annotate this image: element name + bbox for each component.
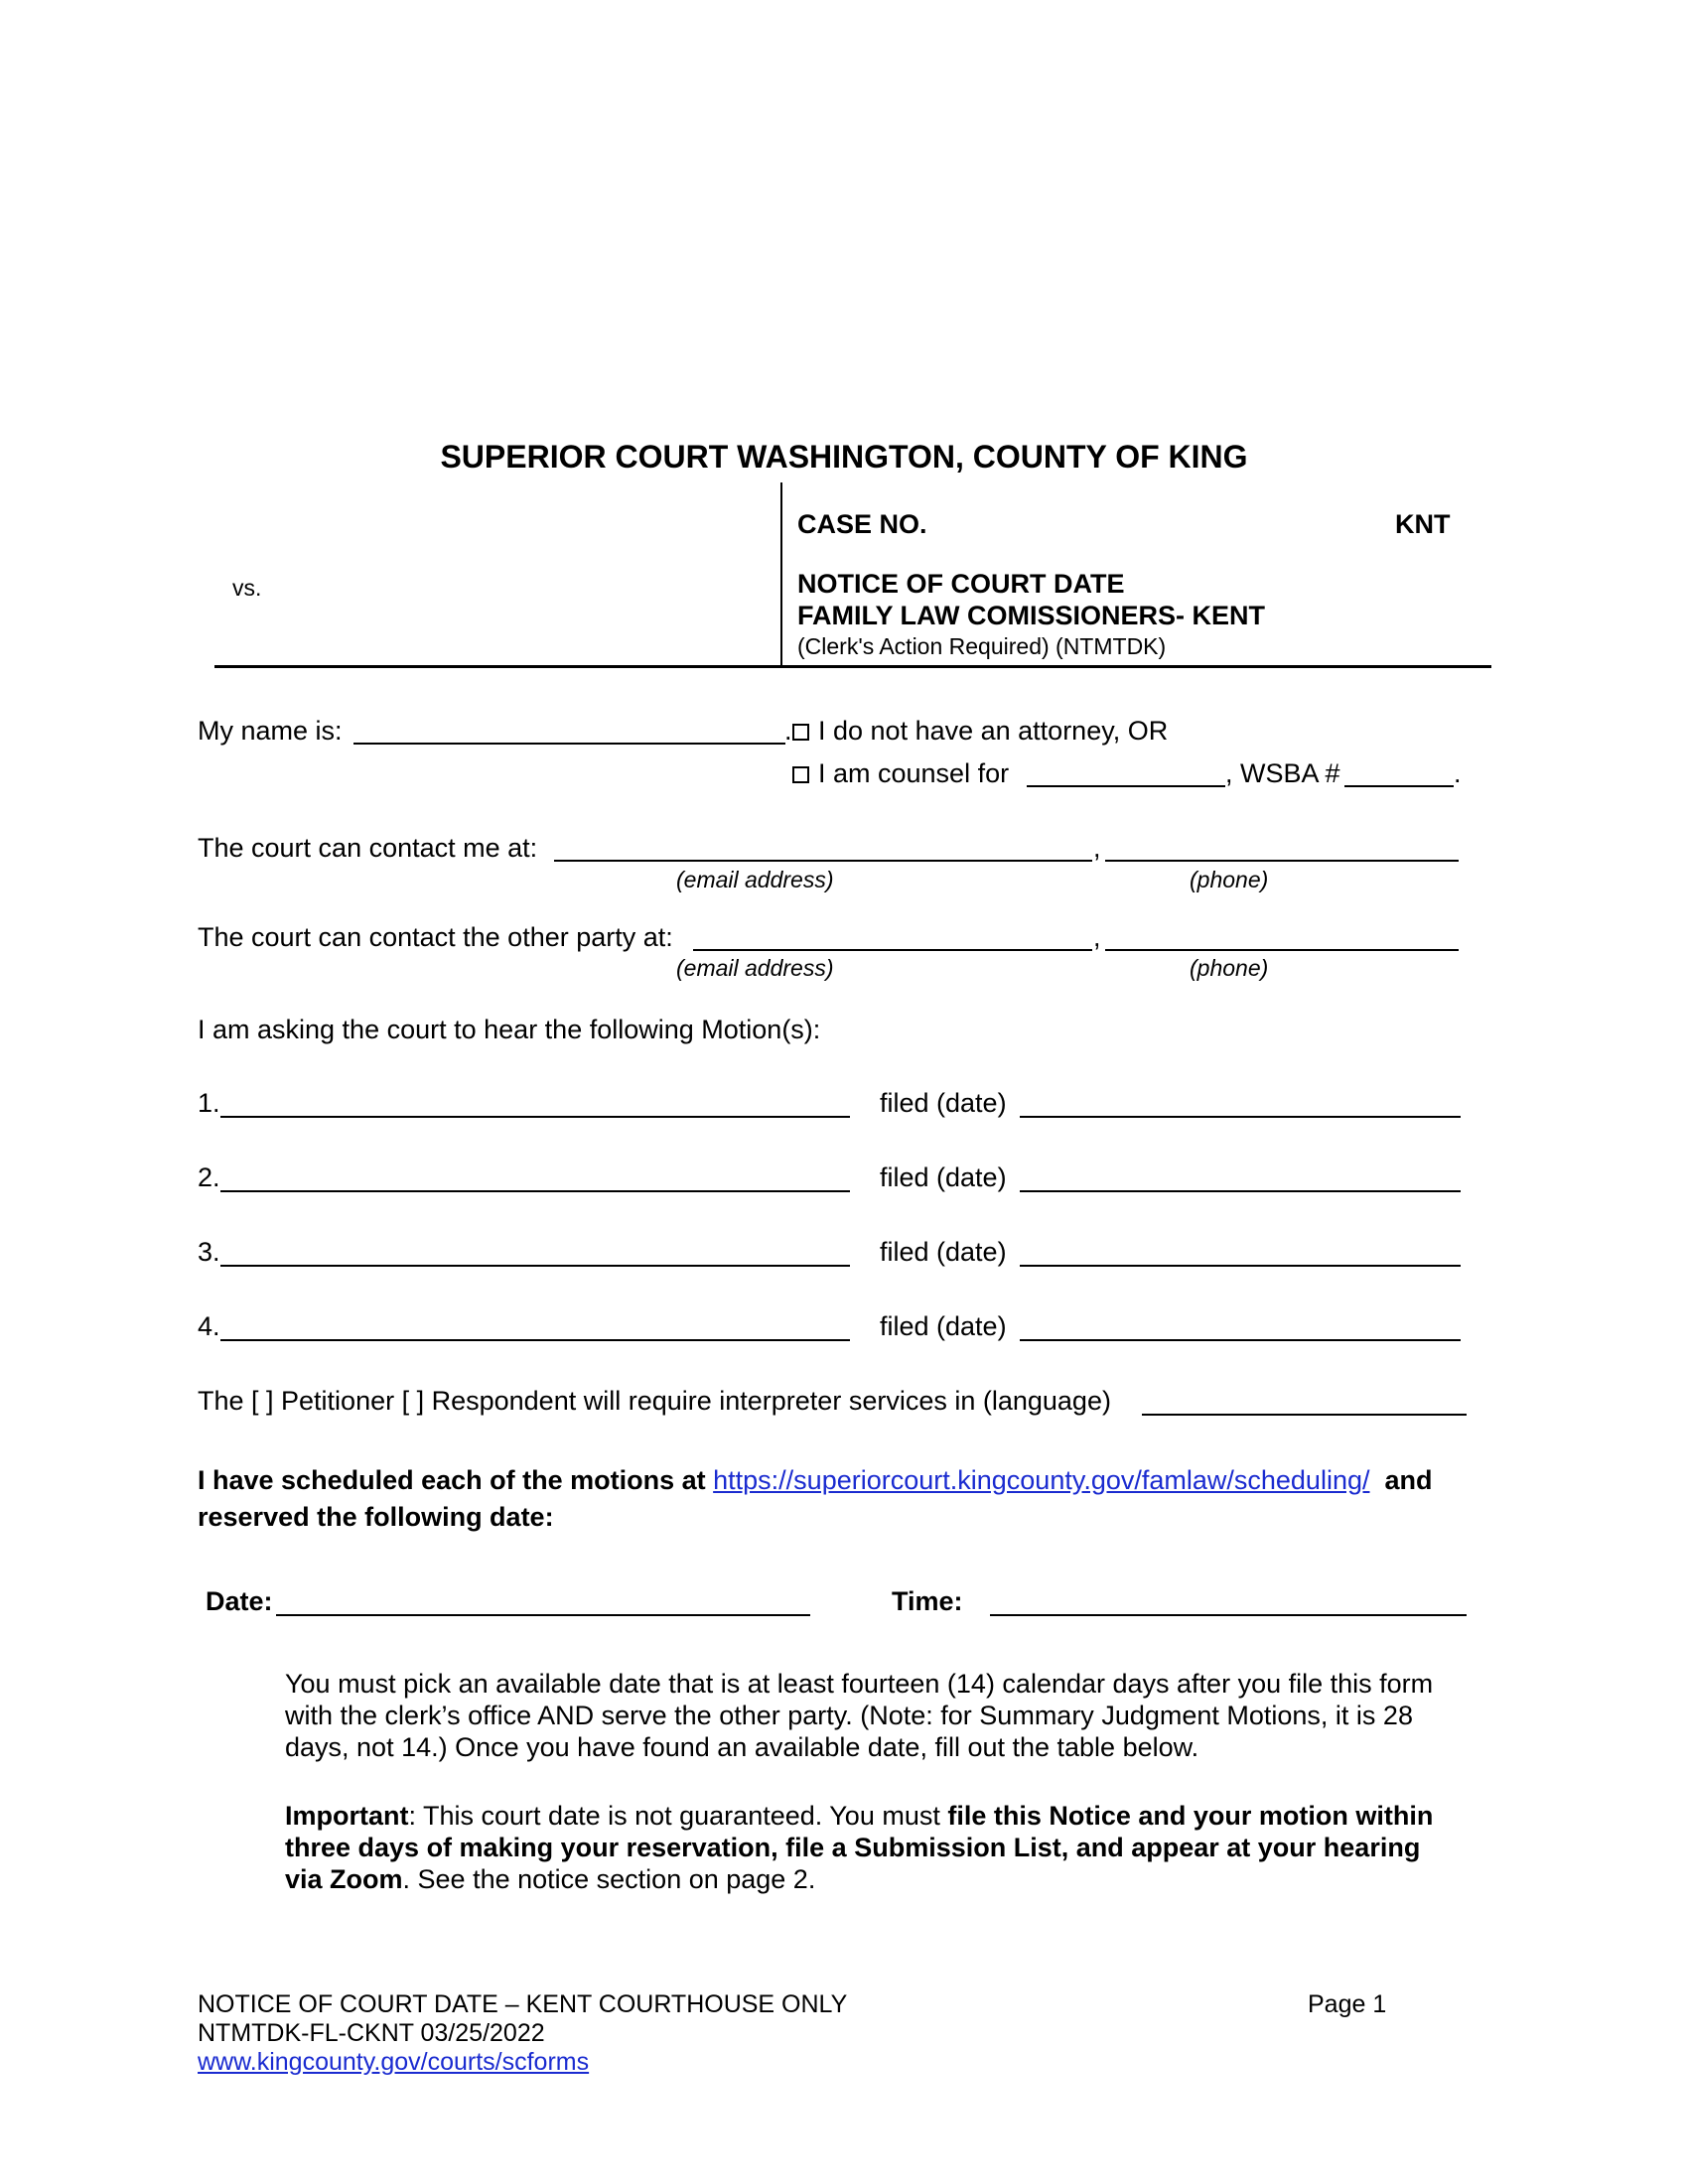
filed-date-line[interactable]	[1020, 1265, 1461, 1267]
no-attorney-checkbox[interactable]	[792, 724, 809, 741]
time-label: Time:	[892, 1586, 963, 1616]
name-input-line[interactable]	[353, 743, 785, 745]
other-phone-line[interactable]	[1105, 949, 1459, 951]
interpreter-language-line[interactable]	[1142, 1414, 1467, 1416]
counsel-party-line[interactable]	[1027, 785, 1225, 787]
date-label: Date:	[206, 1586, 273, 1616]
page-number: Page 1	[1308, 1990, 1387, 2018]
interpreter-text: The [ ] Petitioner [ ] Respondent will require interpreter services in (language)	[198, 1386, 1111, 1416]
other-phone-caption: (phone)	[1190, 955, 1269, 981]
date-input-line[interactable]	[276, 1614, 810, 1616]
other-comma: ,	[1093, 922, 1101, 952]
clerk-note: (Clerk's Action Required) (NTMTDK)	[797, 633, 1167, 659]
motion-number: 2.	[198, 1162, 220, 1192]
contact-other-label: The court can contact the other party at:	[198, 922, 673, 952]
motion-name-line[interactable]	[220, 1339, 850, 1341]
wsba-label: , WSBA #	[1225, 758, 1340, 788]
other-email-caption: (email address)	[676, 955, 834, 981]
self-email-caption: (email address)	[676, 867, 834, 892]
self-phone-line[interactable]	[1105, 860, 1459, 862]
footer-link-wrap	[198, 2047, 589, 2077]
motion-name-line[interactable]	[220, 1265, 850, 1267]
filed-date-label: filed (date)	[880, 1162, 1007, 1192]
no-attorney-option	[792, 715, 1168, 747]
footer-form-id: NTMTDK-FL-CKNT 03/25/2022	[198, 2019, 545, 2047]
scheduling-line-1	[198, 1464, 1433, 1496]
instructions-line-3: days, not 14.) Once you have found an available date, fill out the table below.	[285, 1732, 1199, 1762]
counsel-option	[792, 757, 1009, 789]
footer-title: NOTICE OF COURT DATE – KENT COURTHOUSE ONLY	[198, 1990, 848, 2018]
self-email-line[interactable]	[554, 860, 1092, 862]
important-bold-c: via Zoom	[285, 1864, 403, 1894]
important-line-3	[285, 1863, 815, 1895]
vs-label: vs.	[232, 575, 262, 601]
important-bold-a: file this Notice and your motion within	[947, 1801, 1434, 1831]
caption-bottom-rule	[214, 665, 1491, 668]
scheduling-link[interactable]: https://superiorcourt.kingcounty.gov/famlaw/scheduling/	[713, 1465, 1370, 1495]
motions-intro: I am asking the court to hear the following Motion(s):	[198, 1015, 821, 1044]
counsel-checkbox[interactable]	[792, 766, 809, 783]
important-line-1	[285, 1800, 1433, 1832]
important-line-2: three days of making your reservation, file a Submission List, and appear at your hearing	[285, 1833, 1421, 1862]
instructions-line-2: with the clerk’s office AND serve the other party. (Note: for Summary Judgment Motions, it is 28	[285, 1701, 1413, 1730]
motion-name-line[interactable]	[220, 1190, 850, 1192]
notice-title: NOTICE OF COURT DATE	[797, 569, 1125, 599]
self-comma: ,	[1093, 833, 1101, 863]
motion-number: 3.	[198, 1237, 220, 1267]
important-text-b: . See the notice section on page 2.	[402, 1864, 816, 1894]
important-text-a: : This court date is not guaranteed. You must	[408, 1801, 948, 1831]
wsba-number-line[interactable]	[1344, 785, 1454, 787]
motion-number: 1.	[198, 1088, 220, 1118]
scheduling-line-2: reserved the following date:	[198, 1502, 554, 1532]
motion-number: 4.	[198, 1311, 220, 1341]
filed-date-line[interactable]	[1020, 1339, 1461, 1341]
filed-date-line[interactable]	[1020, 1190, 1461, 1192]
no-attorney-label: I do not have an attorney, OR	[818, 716, 1169, 746]
case-no-label: CASE NO.	[797, 509, 927, 539]
contact-self-label: The court can contact me at:	[198, 833, 538, 863]
instructions-line-1: You must pick an available date that is at least fourteen (14) calendar days after you file this form	[285, 1669, 1434, 1699]
court-title: SUPERIOR COURT WASHINGTON, COUNTY OF KING	[440, 439, 1248, 475]
time-input-line[interactable]	[990, 1614, 1467, 1616]
scheduling-prefix: I have scheduled each of the motions at	[198, 1465, 706, 1495]
notice-subtitle: FAMILY LAW COMISSIONERS- KENT	[797, 601, 1266, 630]
caption-divider	[780, 482, 782, 667]
filed-date-label: filed (date)	[880, 1237, 1007, 1267]
footer-link[interactable]: www.kingcounty.gov/courts/scforms	[198, 2048, 590, 2076]
filed-date-label: filed (date)	[880, 1088, 1007, 1118]
other-email-line[interactable]	[693, 949, 1092, 951]
name-period: .	[784, 716, 792, 746]
filed-date-label: filed (date)	[880, 1311, 1007, 1341]
self-phone-caption: (phone)	[1190, 867, 1269, 892]
case-suffix: KNT	[1395, 509, 1451, 539]
filed-date-line[interactable]	[1020, 1116, 1461, 1118]
motion-name-line[interactable]	[220, 1116, 850, 1118]
counsel-label: I am counsel for	[818, 758, 1010, 788]
counsel-period: .	[1454, 758, 1462, 788]
scheduling-and: and	[1384, 1465, 1433, 1495]
name-label: My name is:	[198, 716, 343, 746]
important-label: Important	[285, 1801, 409, 1831]
